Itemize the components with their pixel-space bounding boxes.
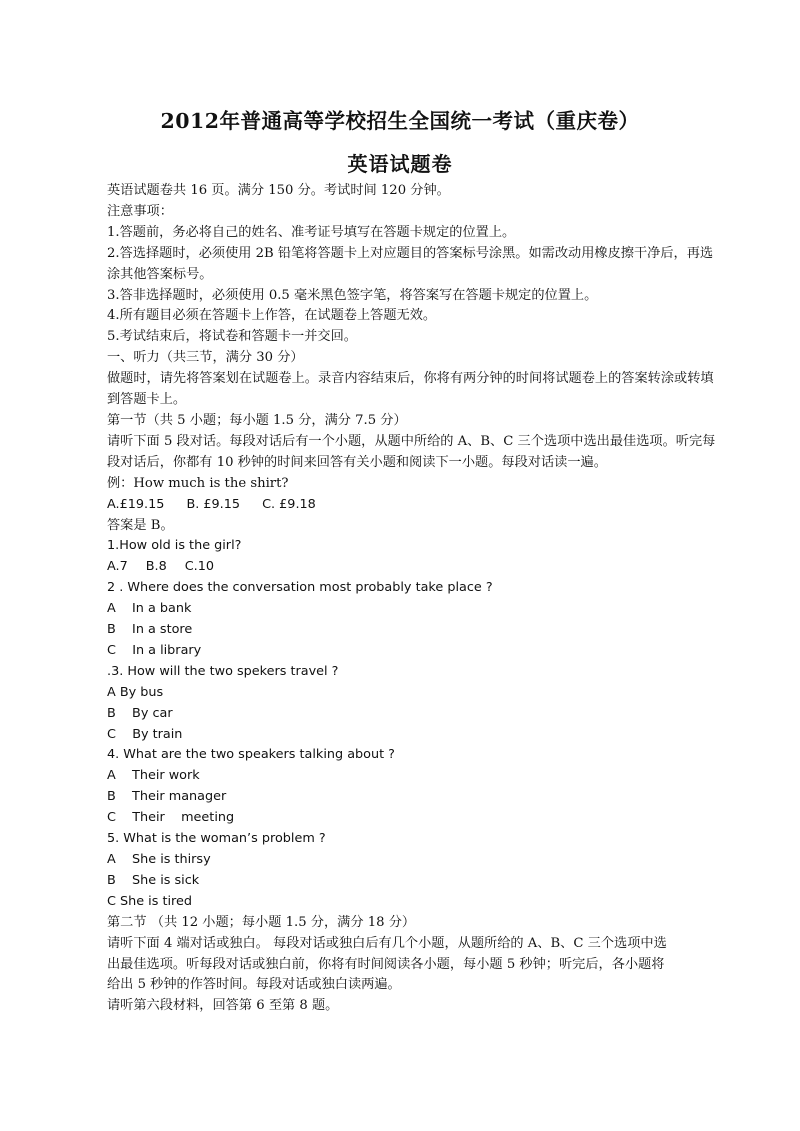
answer-option: C She is tired xyxy=(107,893,193,909)
answer-option: C In a library xyxy=(107,642,202,658)
example-answer: 答案是 B。 xyxy=(107,517,174,533)
question-text: 2 . Where does the conversation most probably take place ? xyxy=(107,580,493,596)
answer-option: A Their work xyxy=(107,768,200,784)
answer-option: A In a bank xyxy=(107,601,192,617)
answer-option: A.7 xyxy=(107,559,128,575)
option-row xyxy=(107,557,719,578)
part1-instruction: 做题时，请先将答案划在试题卷上。录音内容结束后，你将有两分钟的时间将试题卷上的答案转涂或转填到答题卡上。 xyxy=(107,371,714,408)
question-text: 4. What are the two speakers talking about ? xyxy=(107,747,395,763)
notice-item: 2.答选择题时，必须使用 2B 铅笔将答题卡上对应题目的答案标号涂黑。如需改动用橡皮擦干净后，再选涂其他答案标号。 xyxy=(107,245,714,282)
notice-item: 4.所有题目必须在答题卡上作答，在试题卷上答题无效。 xyxy=(107,308,437,324)
example-option: A.£19.15 xyxy=(107,496,165,512)
page-subtitle: 英语试题卷 xyxy=(347,152,453,176)
notice-item: 5.考试结束后，将试卷和答题卡一并交回。 xyxy=(107,329,357,345)
section1-instruction: 请听下面 5 段对话。每段对话后有一个小题，从题中所给的 A、B、C 三个选项中选出最佳选项。听完每段对话后，你都有 10 秒钟的时间来回答有关小题和阅读下一小题。每段对话读一遍。 xyxy=(107,433,716,470)
answer-option: C.10 xyxy=(184,559,215,575)
question-text: .3. How will the two spekers travel ? xyxy=(107,663,339,679)
question-text: 1.How old is the girl? xyxy=(107,538,242,554)
answer-option: B.8 xyxy=(145,559,167,575)
question-list xyxy=(107,536,719,912)
answer-option: A By bus xyxy=(107,684,164,700)
example-question: 例：How much is the shirt? xyxy=(107,475,289,491)
section2-instruction-line: 出最佳选项。听每段对话或独白前，你将有时间阅读各小题，每小题 5 秒钟；听完后，各小题将 xyxy=(107,956,665,972)
material-note: 请听第六段材料，回答第 6 至第 8 题。 xyxy=(107,998,339,1014)
section2-instruction-line: 给出 5 秒钟的作答时间。每段对话或独白读两遍。 xyxy=(107,977,401,993)
example-option: C. £9.18 xyxy=(262,496,316,512)
answer-option: B She is sick xyxy=(107,872,200,888)
notice-item: 1.答题前，务必将自己的姓名、准考证号填写在答题卡规定的位置上。 xyxy=(107,224,516,240)
answer-option: C Their meeting xyxy=(107,810,235,826)
example-options xyxy=(107,495,719,516)
exam-body xyxy=(107,181,719,1017)
example-option: B. £9.15 xyxy=(186,496,241,512)
intro-text: 英语试题卷共 16 页。满分 150 分。考试时间 120 分钟。 xyxy=(107,183,450,198)
answer-option: B In a store xyxy=(107,622,193,638)
answer-option: B Their manager xyxy=(107,789,227,805)
answer-option: A She is thirsy xyxy=(107,852,211,867)
answer-option: B By car xyxy=(107,705,173,721)
section2-heading: 第二节 （共 12 小题；每小题 1.5 分，满分 18 分） xyxy=(107,914,416,930)
page-title: 2012年普通高等学校招生全国统一考试（重庆卷） xyxy=(160,109,640,133)
section1-heading: 第一节（共 5 小题；每小题 1.5 分，满分 7.5 分） xyxy=(107,412,407,428)
answer-option: C By train xyxy=(107,726,183,742)
section2-instruction-line: 请听下面 4 端对话或独白。 每段对话或独白后有几个小题，从题所给的 A、B、C 三个选项中选 xyxy=(107,935,667,951)
question-text: 5. What is the woman’s problem ? xyxy=(107,831,326,847)
part1-heading: 一、听力（共三节，满分 30 分） xyxy=(107,350,304,366)
notice-heading: 注意事项： xyxy=(107,203,173,219)
notice-item: 3.答非选择题时，必须使用 0.5 毫米黑色签字笔，将答案写在答题卡规定的位置上。 xyxy=(107,287,598,303)
